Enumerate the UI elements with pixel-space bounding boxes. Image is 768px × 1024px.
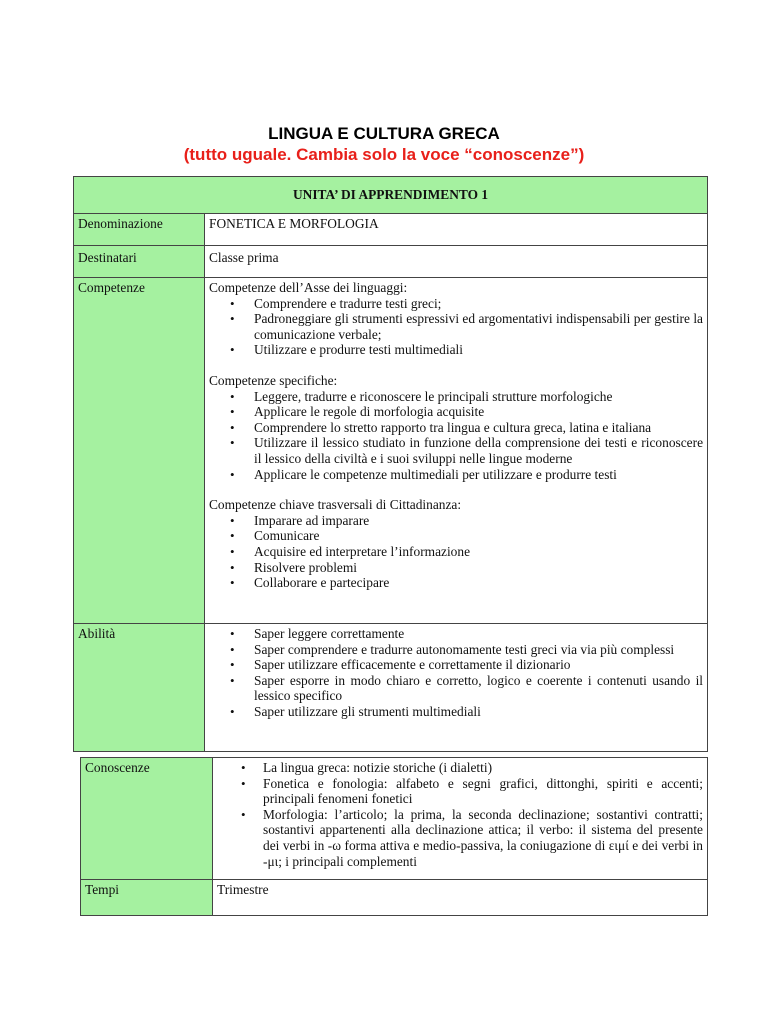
list-item: • Saper utilizzare gli strumenti multimediali <box>254 704 703 720</box>
list-item: • Saper utilizzare efficacemente e correttamente il dizionario <box>254 657 703 673</box>
table-row-competenze <box>74 278 708 624</box>
competenze-list <box>209 513 703 591</box>
table-row-conoscenze <box>81 758 708 880</box>
list-item: • Applicare le regole di morfologia acquisite <box>254 404 703 420</box>
table-row-denominazione <box>74 214 708 246</box>
abilita-value <box>205 624 708 752</box>
list-item: • Risolvere problemi <box>254 560 703 576</box>
list-item: • Utilizzare il lessico studiato in funzione della comprensione dei testi e riconoscere il lessico della civiltà e i suoi sviluppi nelle lingue moderne <box>254 435 703 466</box>
competenze-section-title: Competenze specifiche: <box>209 372 338 388</box>
knowledge-table <box>80 757 708 916</box>
list-item: • Comunicare <box>254 528 703 544</box>
abilita-label: Abilità <box>74 624 205 752</box>
list-item: • Saper esporre in modo chiaro e corretto, logico e coerente i contenuti usando il lessico specifico <box>254 673 703 704</box>
competenze-value <box>205 278 708 624</box>
conoscenze-value <box>213 758 708 880</box>
list-item: • Morfologia: l’articolo; la prima, la seconda declinazione; sostantivi contratti; sostantivi appartenenti alla declinazione attica; il verbo: il sistema del presente dei verbi in -ω forma attiva e medio-passiva, la coniugazione di ειμί e dei verbi in -μι; i principali complementi <box>263 807 703 869</box>
competenze-list <box>209 389 703 483</box>
competenze-label: Competenze <box>74 278 205 624</box>
list-item: • Saper leggere correttamente <box>254 626 703 642</box>
table-header-row <box>74 177 708 214</box>
list-item: • Comprendere e tradurre testi greci; <box>254 296 703 312</box>
list-item: • Saper comprendere e tradurre autonomamente testi greci via via più complessi <box>254 642 703 658</box>
list-item: • Fonetica e fonologia: alfabeto e segni grafici, dittonghi, spiriti e accenti; principali fenomeni fonetici <box>263 776 703 807</box>
list-item: • Utilizzare e produrre testi multimediali <box>254 342 703 358</box>
destinatari-value: Classe prima <box>205 246 708 278</box>
competenze-section-title: Competenze chiave trasversali di Cittadinanza: <box>209 497 462 513</box>
conoscenze-list <box>217 760 703 869</box>
page-title: LINGUA E CULTURA GRECA <box>268 124 500 143</box>
table-row-abilita <box>74 624 708 752</box>
list-item: • Padroneggiare gli strumenti espressivi ed argomentativi indispensabili per gestire la comunicazione verbale; <box>254 311 703 342</box>
table-row-tempi <box>81 880 708 916</box>
page-subtitle: (tutto uguale. Cambia solo la voce “conoscenze”) <box>183 145 585 164</box>
list-item: • La lingua greca: notizie storiche (i dialetti) <box>263 760 703 776</box>
competenze-list <box>209 296 703 358</box>
learning-unit-table <box>73 176 708 752</box>
table-row-destinatari <box>74 246 708 278</box>
tempi-label: Tempi <box>81 880 213 916</box>
competenze-section-title: Competenze dell’Asse dei linguaggi: <box>209 280 408 295</box>
abilita-list <box>209 626 703 720</box>
list-item: • Leggere, tradurre e riconoscere le principali strutture morfologiche <box>254 389 703 405</box>
list-item: • Applicare le competenze multimediali per utilizzare e produrre testi <box>254 467 703 483</box>
list-item: • Imparare ad imparare <box>254 513 703 529</box>
tempi-value: Trimestre <box>213 880 708 916</box>
list-item: • Collaborare e partecipare <box>254 575 703 591</box>
denominazione-value: FONETICA E MORFOLOGIA <box>205 214 708 246</box>
denominazione-label: Denominazione <box>74 214 205 246</box>
list-item: • Acquisire ed interpretare l’informazione <box>254 544 703 560</box>
destinatari-label: Destinatari <box>74 246 205 278</box>
conoscenze-label: Conoscenze <box>81 758 213 880</box>
list-item: • Comprendere lo stretto rapporto tra lingua e cultura greca, latina e italiana <box>254 420 703 436</box>
unit-header: UNITA’ DI APPRENDIMENTO 1 <box>74 177 708 214</box>
